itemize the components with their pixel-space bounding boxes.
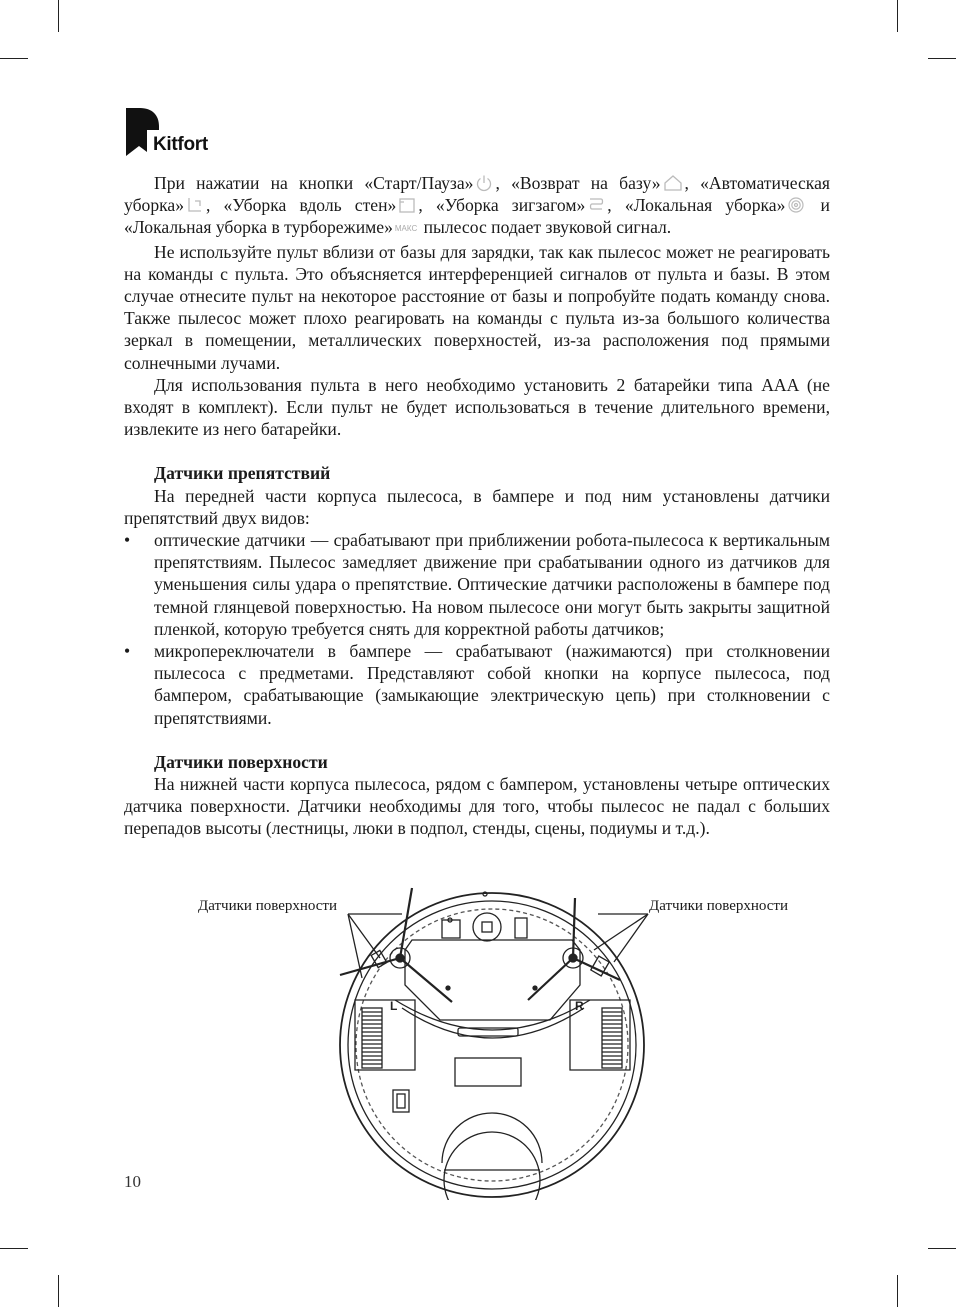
paragraph-remote-sounds: При нажатии на кнопки «Старт/Пауза» , «Возврат на базу» , «Автоматическая уборка» , «Уборка вдоль стен» , «Уборка зигзагом» , «Локальная уборка» и «Локальная уборка в турборежиме» МАКС пылесос подает звуковой сигнал. — [124, 173, 830, 238]
crop-mark — [897, 0, 898, 32]
page-content — [124, 172, 830, 840]
crop-mark — [0, 58, 28, 59]
robot-bottom-diagram — [190, 880, 810, 1200]
crop-mark — [928, 58, 956, 59]
caption-surface-sensors-left: Датчики поверхности — [198, 898, 338, 914]
caption-surface-sensors-right: Датчики поверхности — [649, 898, 789, 914]
brand-name: Kitfort — [153, 134, 208, 155]
robot-bottom-illustration — [190, 880, 810, 1200]
home-icon — [663, 174, 683, 192]
crop-mark — [897, 1275, 898, 1307]
paragraph-interference: Не используйте пульт вблизи от базы для зарядки, так как пылесос может не реагировать на команды с пульта. Это объясняется интерференцией сигналов от пульта и базы. В этом случае отнесите пульт на некоторое расстояние от базы и попробуйте подать команду снова. Также пылесос может плохо реагировать на команды с пульта из-за большого количества зеркал в помещении, металлических поверхностей, из-за расположения под прямыми солнечными лучами. — [124, 241, 830, 373]
paragraph-batteries: Для использования пульта в него необходимо установить 2 батарейки типа AAA (не входят в комплект). Если пульт не будет использоваться в течение длительного времени, извлеките из него батарейки. — [124, 374, 830, 440]
page-number: 10 — [124, 1172, 141, 1191]
zigzag-clean-icon — [587, 196, 605, 214]
turbo-max-label: МАКС — [394, 224, 418, 234]
heading-obstacle-sensors: Датчики препятствий — [154, 463, 331, 484]
crop-mark — [58, 0, 59, 32]
wall-clean-icon — [398, 196, 416, 214]
wheel-right-letter: R — [575, 999, 584, 1013]
heading-surface-sensors: Датчики поверхности — [154, 751, 328, 772]
obstacle-sensor-list — [124, 529, 830, 729]
auto-clean-icon — [186, 196, 204, 214]
paragraph-surface-sensors: На нижней части корпуса пылесоса, рядом с бампером, установлены четыре оптических датчика поверхности. Датчики необходимы для того, чтобы пылесос не падал с больших перепадов высоты (лестницы, люки в подпол, стенды, сцены, подиумы и т.д.). — [124, 774, 830, 839]
crop-mark — [58, 1275, 59, 1307]
list-item: • оптические датчики — срабатывают при приближении робота-пылесоса к вертикальным препятствиям. Пылесос замедляет движение при срабатывании одного из датчиков для уменьшения силы удара о препятствие. Оптические датчики расположены в бампере под темной глянцевой поверхностью. На новом пылесосе они могут быть закрыты защитной пленкой, которую требуется снять для корректной работы датчиков; — [124, 530, 830, 639]
paragraph-obstacle-intro: На передней части корпуса пылесоса, в бампере и под ним установлены датчики препятствий двух видов: — [124, 485, 830, 528]
wheel-left-letter: L — [390, 999, 398, 1013]
list-item: • микропереключатели в бампере — срабатывают (нажимаются) при столкновении пылесоса с предметами. Представляют собой кнопки на корпусе пылесоса, под бампером, срабатывающие (замыкающие электрическую цепь) при столкновении с препятствиями. — [124, 641, 830, 728]
crop-mark — [928, 1248, 956, 1249]
power-icon — [475, 174, 493, 192]
spot-clean-icon — [787, 196, 805, 214]
crop-mark — [0, 1248, 28, 1249]
